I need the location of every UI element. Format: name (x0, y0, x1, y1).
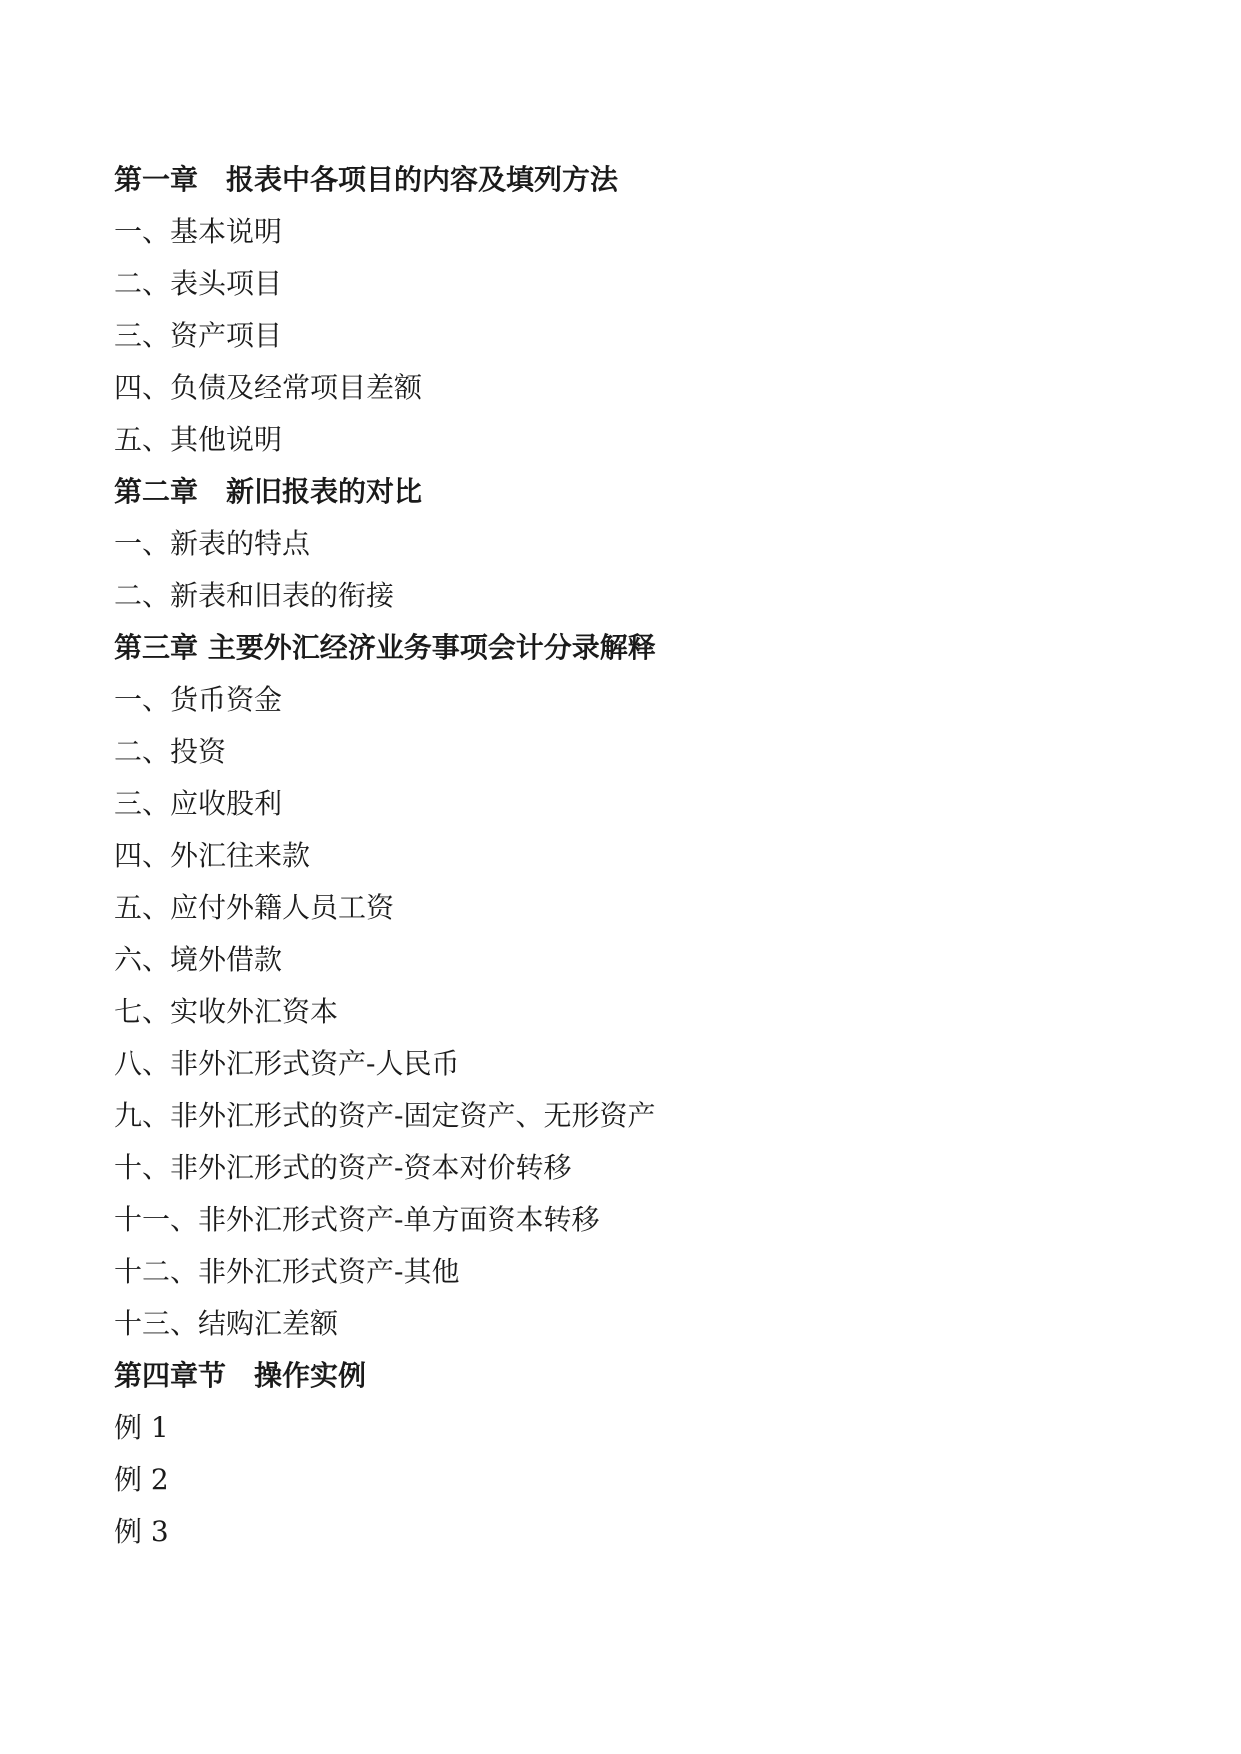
toc-item: 十一、非外汇形式资产-单方面资本转移 (114, 1203, 600, 1236)
toc-item: 例 1 (114, 1411, 169, 1444)
table-of-contents (114, 154, 1124, 1558)
chapter-1-heading: 第一章 报表中各项目的内容及填列方法 (114, 163, 619, 196)
toc-item: 十、非外汇形式的资产-资本对价转移 (114, 1151, 572, 1184)
toc-item: 例 3 (114, 1515, 169, 1548)
toc-item: 一、货币资金 (114, 683, 283, 716)
toc-item: 五、其他说明 (114, 423, 283, 456)
toc-item: 四、外汇往来款 (114, 839, 311, 872)
toc-item: 七、实收外汇资本 (114, 995, 339, 1028)
chapter-4-heading: 第四章节 操作实例 (114, 1359, 367, 1392)
toc-item: 六、境外借款 (114, 943, 283, 976)
chapter-3-heading: 第三章 主要外汇经济业务事项会计分录解释 (114, 631, 656, 664)
toc-item: 四、负债及经常项目差额 (114, 371, 423, 404)
toc-item: 一、新表的特点 (114, 527, 311, 560)
toc-item: 八、非外汇形式资产-人民币 (114, 1047, 460, 1080)
toc-item: 三、资产项目 (114, 319, 283, 352)
toc-item: 十二、非外汇形式资产-其他 (114, 1255, 460, 1288)
toc-item: 二、表头项目 (114, 267, 283, 300)
chapter-2-heading: 第二章 新旧报表的对比 (114, 475, 423, 508)
toc-item: 三、应收股利 (114, 787, 283, 820)
toc-item: 五、应付外籍人员工资 (114, 891, 395, 924)
toc-item: 十三、结购汇差额 (114, 1307, 339, 1340)
toc-item: 九、非外汇形式的资产-固定资产、无形资产 (114, 1099, 656, 1132)
toc-item: 一、基本说明 (114, 215, 283, 248)
toc-item: 例 2 (114, 1463, 169, 1496)
toc-item: 二、新表和旧表的衔接 (114, 579, 395, 612)
toc-item: 二、投资 (114, 735, 227, 768)
